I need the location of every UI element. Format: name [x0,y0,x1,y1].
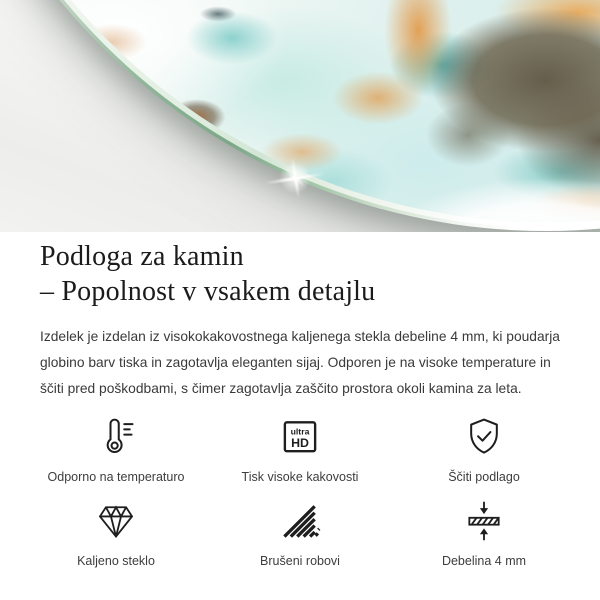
feature-label: Tisk visoke kakovosti [241,470,359,484]
page-title [40,239,560,309]
svg-text:ultra: ultra [290,426,310,437]
product-hero-image [0,0,600,232]
intro-paragraph: Izdelek je izdelan iz visokokakovostnega kaljenega stekla debeline 4 mm, ki poudarja globino barv tiska in zagotavlja eleganten sijaj. Odporen je na visoke temperature in ščiti pred poškodbami, s čimer zagotavlja zaščito prostora okoli kamina za leta. [40,329,560,396]
feature-label: Brušeni robovi [260,554,340,568]
feature-print-quality [208,415,392,484]
shield-check-icon [462,415,506,459]
polished-edges-icon [278,499,322,543]
thickness-icon [462,499,506,543]
feature-label: Odporno na temperaturo [47,470,185,484]
feature-label: Debelina 4 mm [441,554,527,568]
page-title-line1: Podloga za kamin [40,241,244,272]
page-title-line2: – Popolnost v vsakem detajlu [40,276,376,307]
thermometer-icon [94,415,138,459]
feature-thickness [392,499,576,568]
feature-temperature [24,415,208,484]
feature-label: Ščiti podlago [448,470,520,484]
feature-tempered-glass [24,499,208,568]
svg-text:HD: HD [291,436,309,451]
diamond-icon [94,499,138,543]
text-content [0,239,600,402]
feature-label: Kaljeno steklo [77,554,155,568]
ultra-hd-icon [278,415,322,459]
feature-protection [392,415,576,484]
feature-polished-edges [208,499,392,568]
feature-grid [0,415,600,568]
